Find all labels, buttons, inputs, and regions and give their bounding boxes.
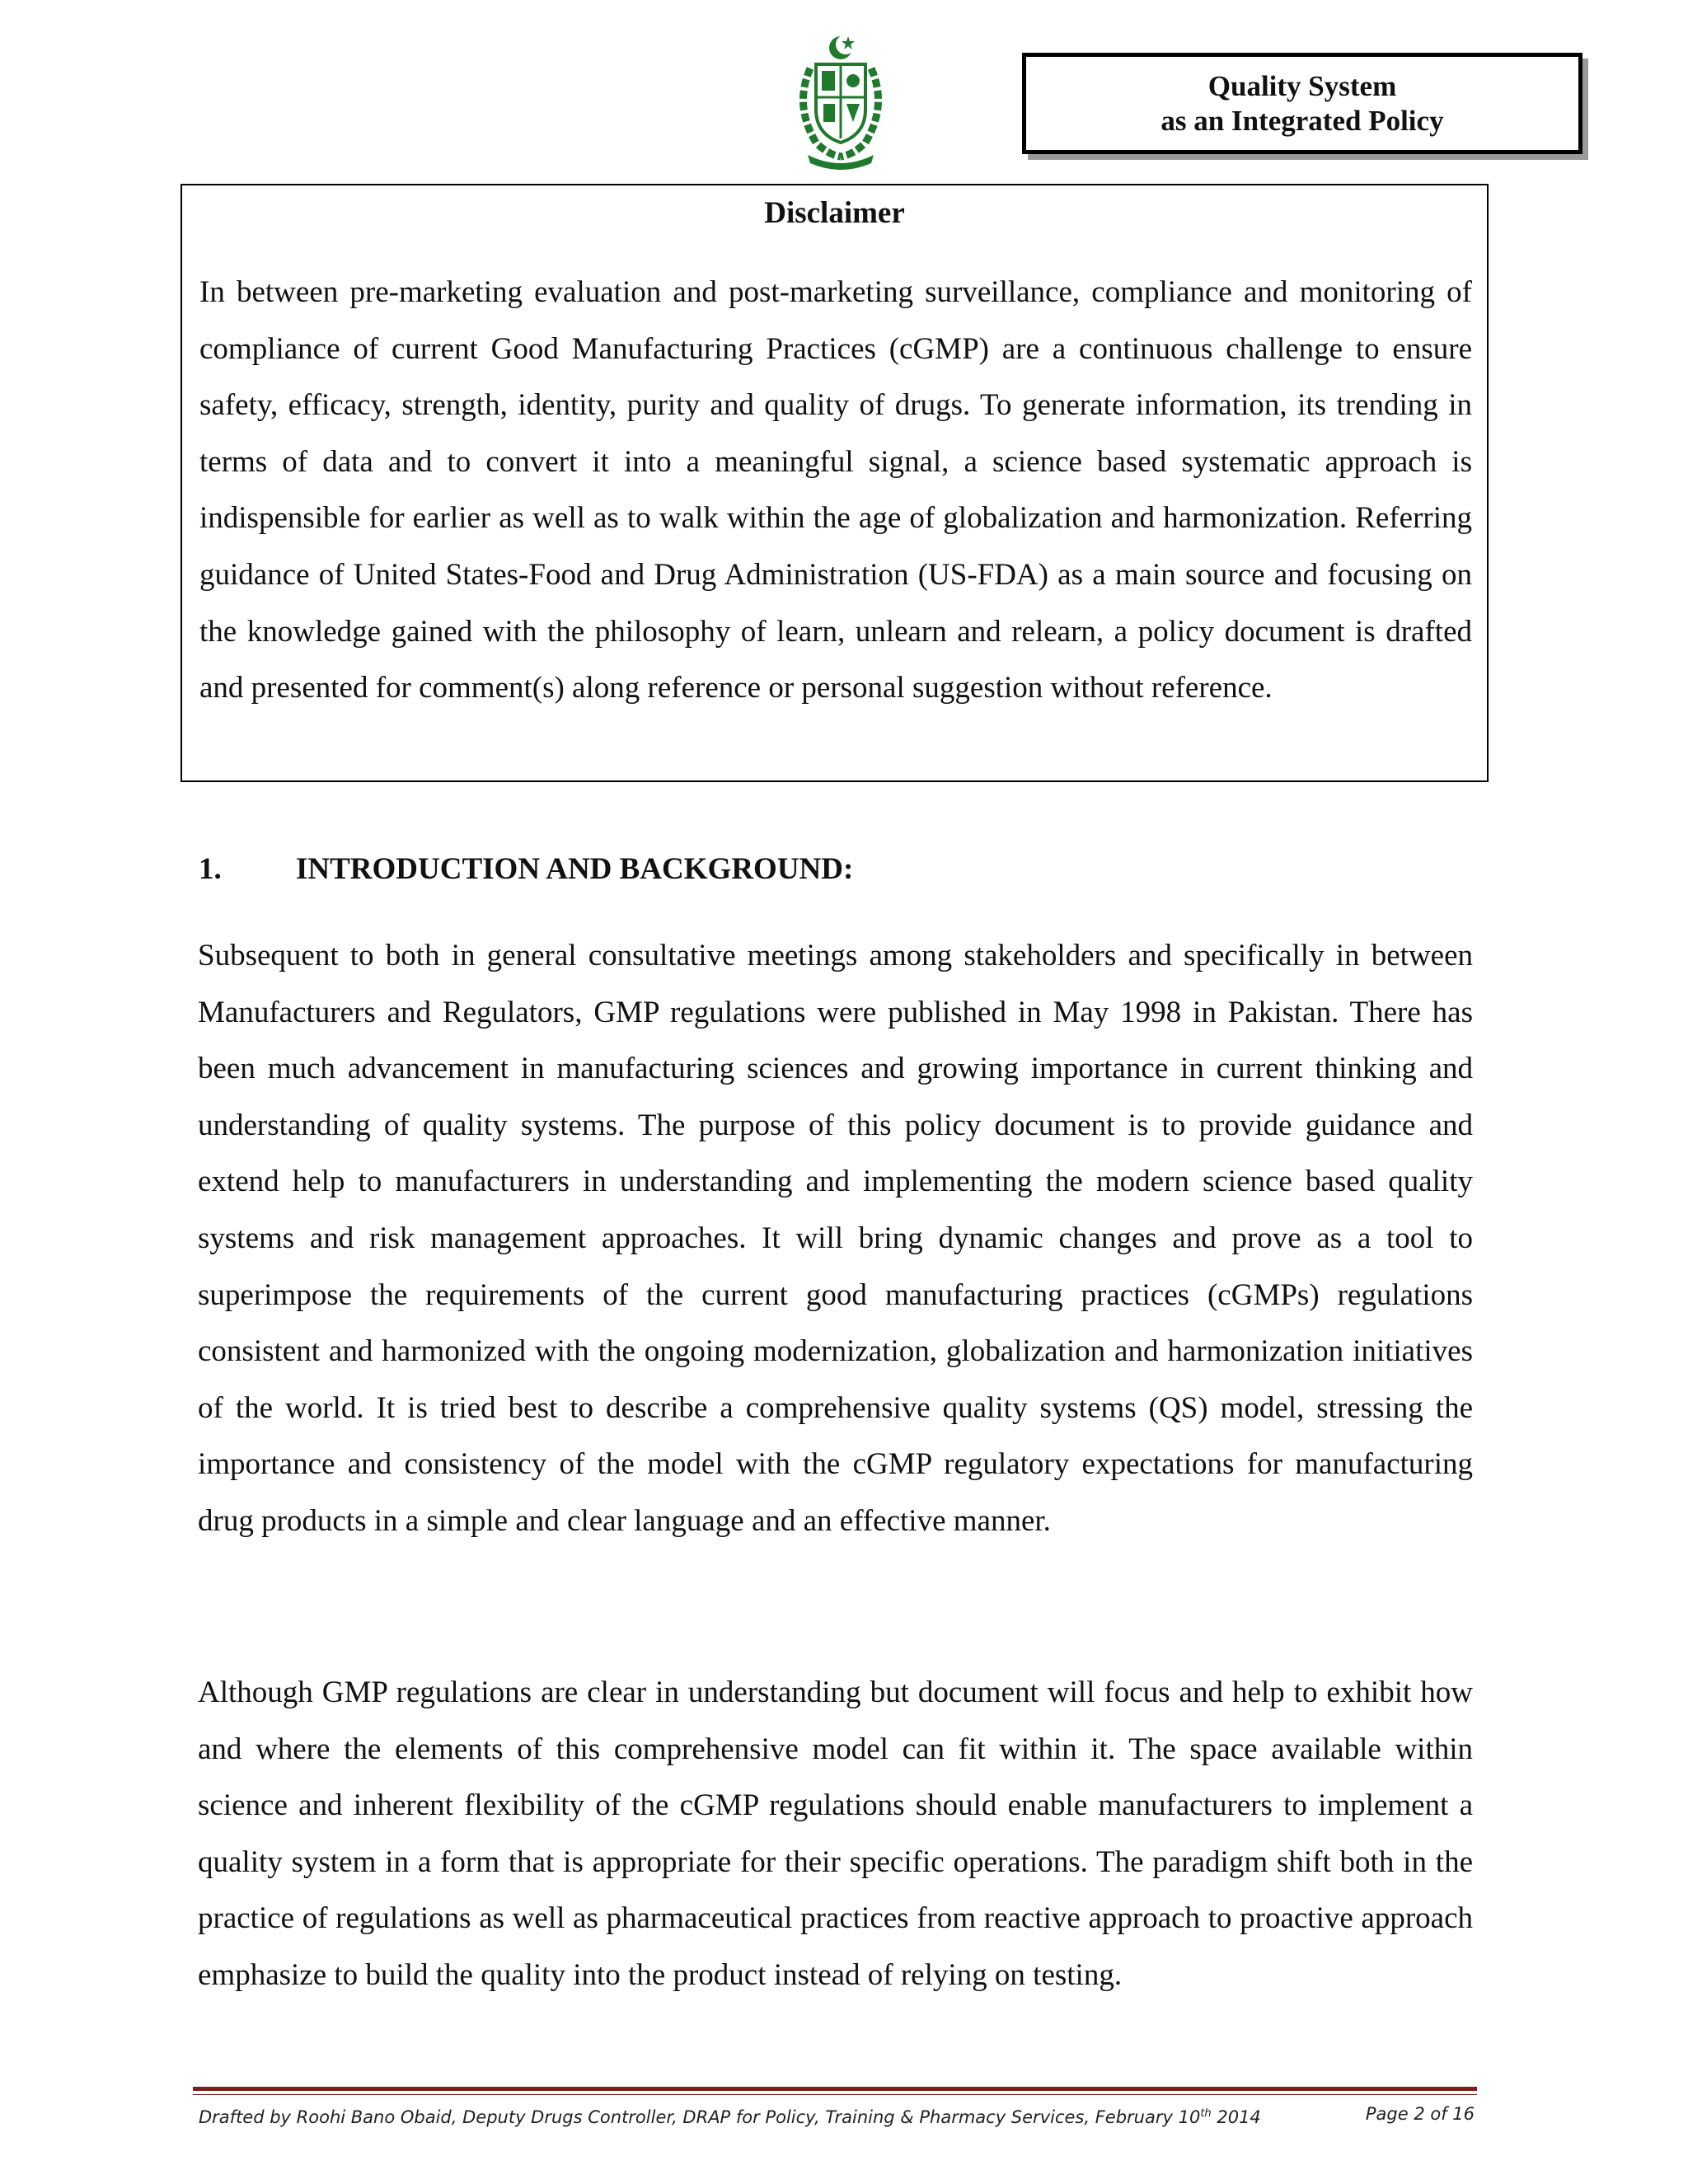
intro-paragraph-2: Although GMP regulations are clear in understanding but document will focus and help to exhibit how and where the elements of this comprehensive model can fit within it. The space available within science and inherent flexibility of the cGMP regulations should enable manufacturers to implement a quality system in a form that is appropriate for their specific operations. The paradigm shift both in the practice of regulations as well as pharmaceutical practices from reactive approach to proactive approach emphasize to build the quality into the product instead of relying on testing. <box>198 1675 1473 1992</box>
footer-credit-main: Drafted by Roohi Bano Obaid, Deputy Drugs Controller, DRAP for Policy, Training & Pharmacy Services, February 10 <box>199 2107 1201 2127</box>
footer-rule-thin <box>193 2094 1477 2095</box>
footer-credit-sup: th <box>1200 2107 1212 2120</box>
section-number: 1. <box>199 852 222 886</box>
document-title-line1: Quality System <box>1207 69 1397 102</box>
section-title: INTRODUCTION AND BACKGROUND: <box>296 852 854 886</box>
disclaimer-title: Disclaimer <box>764 196 905 230</box>
disclaimer-text: In between pre-marketing evaluation and post-marketing surveillance, compliance and monitoring of compliance of current Good Manufacturing Practices (cGMP) are a continuous challenge to ensure safety, efficacy, strength, identity, purity and quality of drugs. To generate information, its trending in terms of data and to convert it into a meaningful signal, a science based systematic approach is indispensible for earlier as well as to walk within the age of globalization and harmonization. Referring guidance of United States-Food and Drug Administration (US-FDA) as a main source and focusing on the knowledge gained with the philosophy of learn, unlearn and relearn, a policy document is drafted and presented for comment(s) along reference or personal suggestion without reference. <box>199 275 1472 705</box>
document-title-box <box>1022 53 1582 154</box>
page-footer <box>199 2102 1475 2130</box>
section-heading <box>199 850 853 889</box>
disclaimer-box <box>181 184 1489 782</box>
state-emblem-icon <box>779 31 903 170</box>
intro-paragraph-1: Subsequent to both in general consultative meetings among stakeholders and specifically in between Manufacturers and Regulators, GMP regulations were published in May 1998 in Pakistan. There has been much advancement in manufacturing sciences and growing importance in current thinking and understanding of quality systems. The purpose of this policy document is to provide guidance and extend help to manufacturers in understanding and implementing the modern science based quality systems and risk management approaches. It will bring dynamic changes and prove as a tool to superimpose the requirements of the current good manufacturing practices (cGMPs) regulations consistent and harmonized with the ongoing modernization, globalization and harmonization initiatives of the world. It is tried best to describe a comprehensive quality systems (QS) model, stressing the importance and consistency of the model with the cGMP regulatory expectations for manufacturing drug products in a simple and clear language and an effective manner. <box>198 939 1473 1538</box>
footer-credit <box>199 2102 1261 2130</box>
footer-rule <box>193 2087 1477 2091</box>
page-number: Page 2 of 16 <box>1365 2104 1475 2124</box>
document-title-line2: as an Integrated Policy <box>1160 104 1444 137</box>
footer-credit-year: 2014 <box>1211 2107 1261 2127</box>
